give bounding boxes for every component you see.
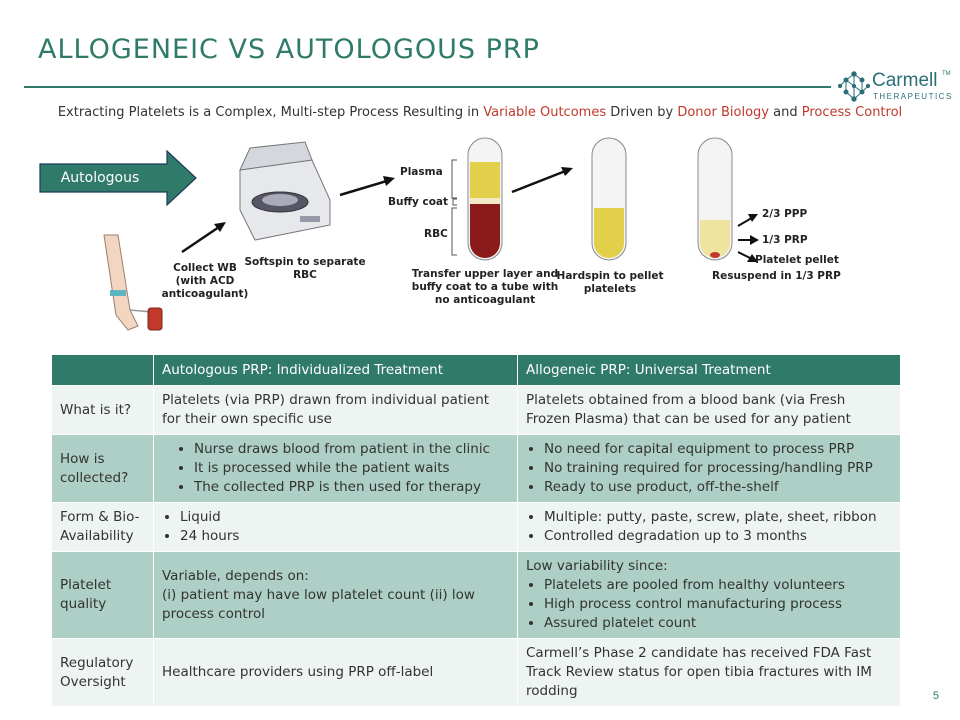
- buffy-coat-label: Buffy coat: [388, 196, 449, 208]
- cell-allo-regulatory: Carmell’s Phase 2 candidate has received FDA Fast Track Review status for open tibia fractures with IM rodding: [518, 639, 901, 707]
- subtitle: [0, 105, 960, 120]
- hardspin-label: Hardspin to pellet platelets: [556, 270, 664, 295]
- table-row: [52, 435, 901, 503]
- cell-allo-what: Platelets obtained from a blood bank (via Fresh Frozen Plasma) that can be used for any patient: [518, 386, 901, 435]
- list-item: • High process control manufacturing process: [544, 595, 892, 614]
- row-head-regulatory: Regulatory Oversight: [52, 639, 154, 707]
- quality-allo-intro: Low variability since:: [526, 558, 668, 574]
- cell-allo-how: [518, 435, 901, 503]
- subtitle-text-1: Extracting Platelets is a Complex, Multi-step Process Resulting in: [57, 105, 484, 120]
- autologous-arrow-label: Autologous: [60, 170, 140, 186]
- table-row: [52, 552, 901, 639]
- plasma-label: Plasma: [400, 166, 443, 178]
- transfer-label: Transfer upper layer and buffy coat to a tube with no anticoagulant: [411, 268, 559, 306]
- comparison-table: [51, 354, 901, 707]
- resuspend-label: Resuspend in 1/3 PRP: [712, 270, 841, 282]
- list-item: • No need for capital equipment to process PRP: [544, 440, 892, 459]
- table-header-allogeneic: Allogeneic PRP: Universal Treatment: [518, 355, 901, 386]
- logo-tagline: THERAPEUTICS: [873, 92, 953, 101]
- list-item: • Nurse draws blood from patient in the clinic: [194, 440, 509, 459]
- list-item: • Ready to use product, off-the-shelf: [544, 478, 892, 497]
- molecule-icon: [838, 70, 870, 104]
- subtitle-highlight-2: Donor Biology: [677, 105, 769, 120]
- title-divider: [24, 86, 831, 88]
- list-item: • It is processed while the patient waits: [194, 459, 509, 478]
- list-item: • Assured platelet count: [544, 614, 892, 633]
- page-number: 5: [932, 690, 939, 702]
- subtitle-highlight-1: Variable Outcomes: [483, 105, 607, 120]
- row-head-what: What is it?: [52, 386, 154, 435]
- quality-detail: (i) patient may have low platelet count (ii) low process control: [162, 586, 475, 622]
- row-head-form: Form & Bio-Availability: [52, 503, 154, 552]
- table-row: [52, 503, 901, 552]
- list-item: • 24 hours: [180, 527, 509, 546]
- list-item: • The collected PRP is then used for therapy: [194, 478, 509, 497]
- cell-auto-form: [154, 503, 518, 552]
- logo-wordmark: Carmell: [872, 70, 938, 91]
- pellet-label: Platelet pellet: [755, 254, 839, 266]
- carmell-logo: [838, 70, 953, 104]
- list-item: • Liquid: [180, 508, 509, 527]
- softspin-label: Softspin to separate RBC: [244, 256, 366, 281]
- centrifuge-icon: [240, 142, 330, 240]
- cell-auto-what: Platelets (via PRP) drawn from individual patient for their own specific use: [154, 386, 518, 435]
- process-illustration: [90, 130, 850, 345]
- page-title: ALLOGENEIC VS AUTOLOGOUS PRP: [38, 34, 540, 65]
- collect-label: Collect WB (with ACD anticoagulant): [161, 262, 249, 300]
- subtitle-highlight-3: Process Control: [801, 105, 903, 120]
- prp-label: 1/3 PRP: [762, 234, 808, 246]
- quality-intro: Variable, depends on:: [162, 567, 309, 584]
- separated-blood-tube: [452, 138, 502, 260]
- list-item: • Platelets are pooled from healthy volunteers: [544, 576, 892, 595]
- cell-auto-quality: [154, 552, 518, 639]
- cell-auto-regulatory: Healthcare providers using PRP off-label: [154, 639, 518, 707]
- table-header-autologous: Autologous PRP: Individualized Treatment: [154, 355, 518, 386]
- table-header-row: [52, 355, 901, 386]
- ppp-label: 2/3 PPP: [762, 208, 808, 220]
- platelet-tube: [592, 138, 626, 260]
- cell-allo-quality: [518, 552, 901, 639]
- row-head-how: How is collected?: [52, 435, 154, 503]
- cell-allo-form: [518, 503, 901, 552]
- rbc-label: RBC: [424, 228, 448, 240]
- list-item: • No training required for processing/handling PRP: [544, 459, 892, 478]
- cell-auto-how: [154, 435, 518, 503]
- list-item: • Multiple: putty, paste, screw, plate, sheet, ribbon: [544, 508, 892, 527]
- row-head-quality: Platelet quality: [52, 552, 154, 639]
- prp-process-diagram: [90, 130, 850, 345]
- table-row: [52, 639, 901, 707]
- subtitle-text-2: Driven by: [606, 105, 678, 120]
- subtitle-text-3: and: [768, 105, 802, 120]
- ppp-prp-tube: [698, 138, 732, 260]
- list-item: • Controlled degradation up to 3 months: [544, 527, 892, 546]
- table-header-empty: [52, 355, 154, 386]
- logo-trademark: TM: [942, 71, 951, 77]
- table-row: [52, 386, 901, 435]
